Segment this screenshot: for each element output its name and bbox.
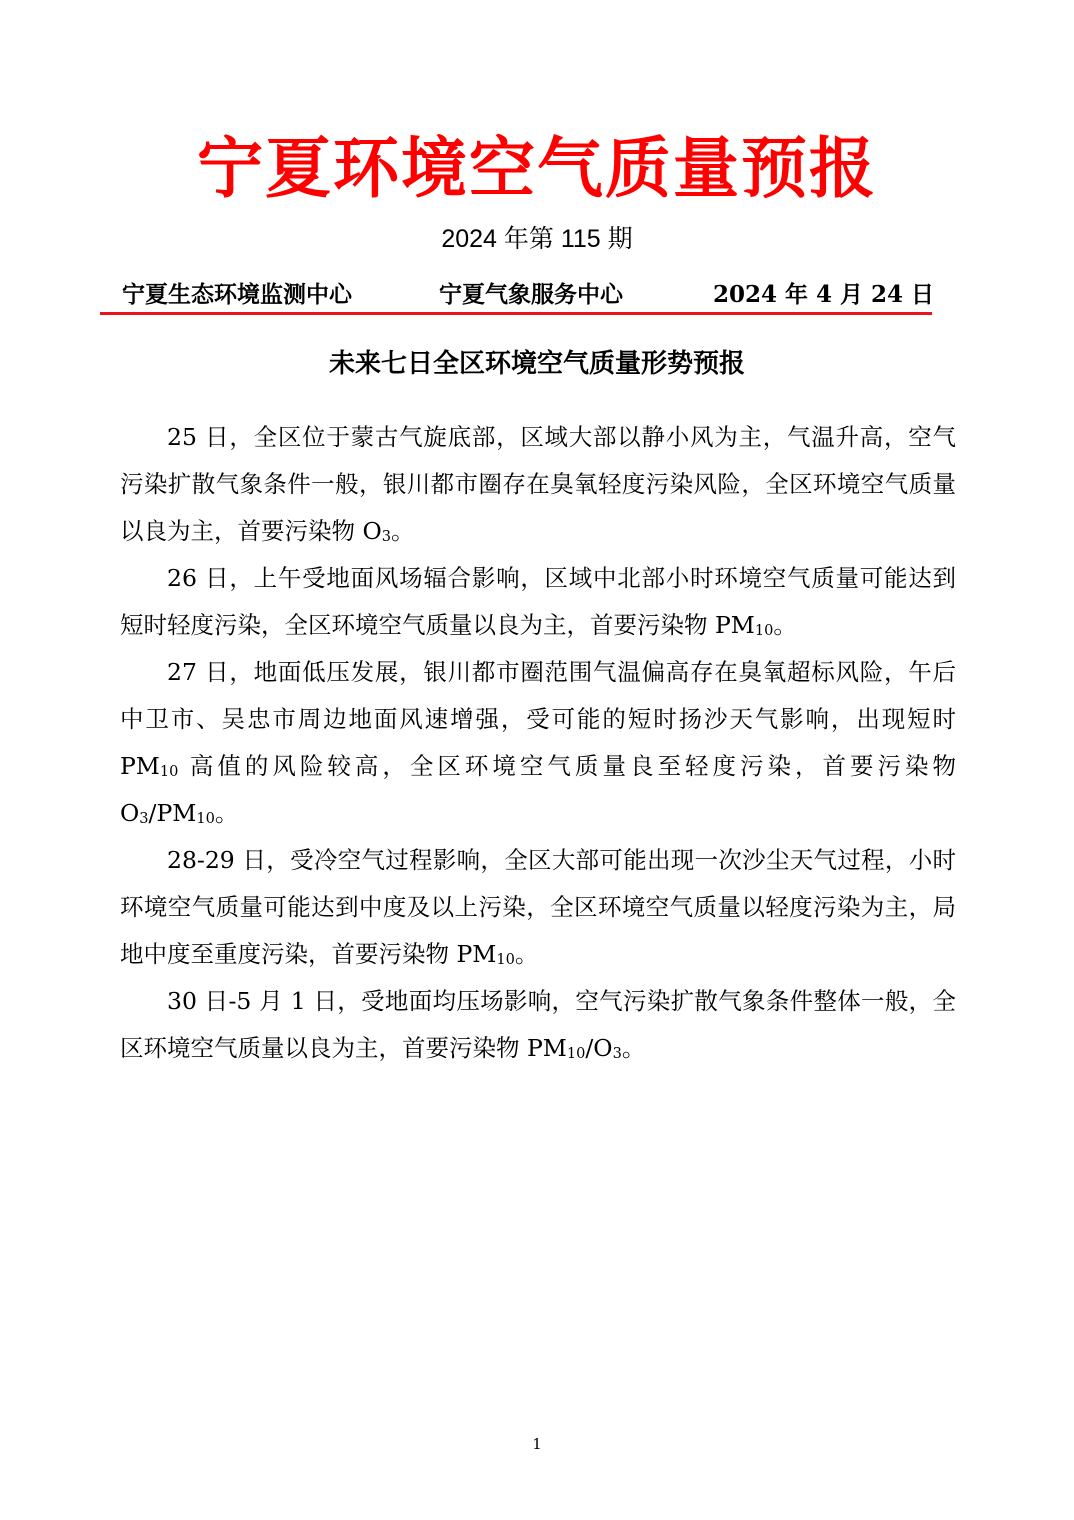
- sender-row: [122, 278, 934, 312]
- forecast-paragraph-25: [120, 414, 956, 555]
- paragraph-text: /PM: [148, 799, 197, 827]
- page-number: 1: [532, 1435, 542, 1453]
- red-divider-rule: [100, 312, 932, 315]
- paragraph-text: 27 日，地面低压发展，银川都市圈范围气温偏高存在臭氧超标风险，午后中卫市、吴忠市周边地面风速增强，受可能的短时扬沙天气影响，出现短时 PM: [120, 658, 956, 780]
- subscript: 3: [139, 810, 149, 828]
- document-title: 未来七日全区环境空气质量形势预报: [328, 349, 745, 379]
- paragraph-text: 30 日-5 月 1 日，受地面均压场影响，空气污染扩散气象条件整体一般，全区环境空气质量以良为主，首要污染物 PM: [120, 987, 956, 1062]
- paragraph-text: 25 日，全区位于蒙古气旋底部，区域大部以静小风为主，气温升高，空气污染扩散气象条件一般，银川都市圈存在臭氧轻度污染风险，全区环境空气质量以良为主，首要污染物 O: [120, 423, 956, 545]
- subscript: 10: [566, 1045, 586, 1063]
- forecast-paragraph-26: [120, 555, 956, 649]
- forecast-paragraph-27: [120, 649, 956, 837]
- issue-number: 2024 年第 115 期: [441, 225, 633, 253]
- subscript: 10: [196, 810, 215, 828]
- subscript: 10: [754, 622, 774, 640]
- issue-date: 2024 年 4 月 24 日: [712, 281, 934, 308]
- paragraph-tail: 。: [773, 611, 797, 639]
- paragraph-tail: 。: [514, 940, 539, 968]
- paragraph-tail: 。: [391, 517, 415, 545]
- paragraph-text: /O: [585, 1034, 613, 1062]
- subscript: 10: [159, 763, 179, 781]
- paragraph-text: 28-29 日，受冷空气过程影响，全区大部可能出现一次沙尘天气过程，小时环境空气质量可能达到中度及以上污染，全区环境空气质量以轻度污染为主，局地中度至重度污染，首要污染物 PM: [120, 846, 956, 968]
- sender-meteorological-center: 宁夏气象服务中心: [439, 281, 623, 308]
- sender-monitoring-center: 宁夏生态环境监测中心: [122, 281, 352, 308]
- subscript: 10: [496, 951, 515, 969]
- paragraph-text: 26 日，上午受地面风场辐合影响，区域中北部小时环境空气质量可能达到短时轻度污染，全区环境空气质量以良为主，首要污染物 PM: [120, 564, 956, 639]
- forecast-paragraph-28-29: [120, 837, 956, 978]
- paragraph-tail: 。: [214, 799, 239, 827]
- forecast-paragraph-30-0501: [120, 978, 956, 1072]
- masthead-title: 宁夏环境空气质量预报: [197, 129, 877, 207]
- subscript: 3: [612, 1045, 622, 1063]
- paragraph-text: 高值的风险较高，全区环境空气质量良至轻度污染，首要污染物 O: [120, 752, 956, 827]
- paragraph-tail: 。: [621, 1034, 646, 1062]
- subscript: 3: [381, 528, 392, 546]
- forecast-body: [120, 414, 956, 1072]
